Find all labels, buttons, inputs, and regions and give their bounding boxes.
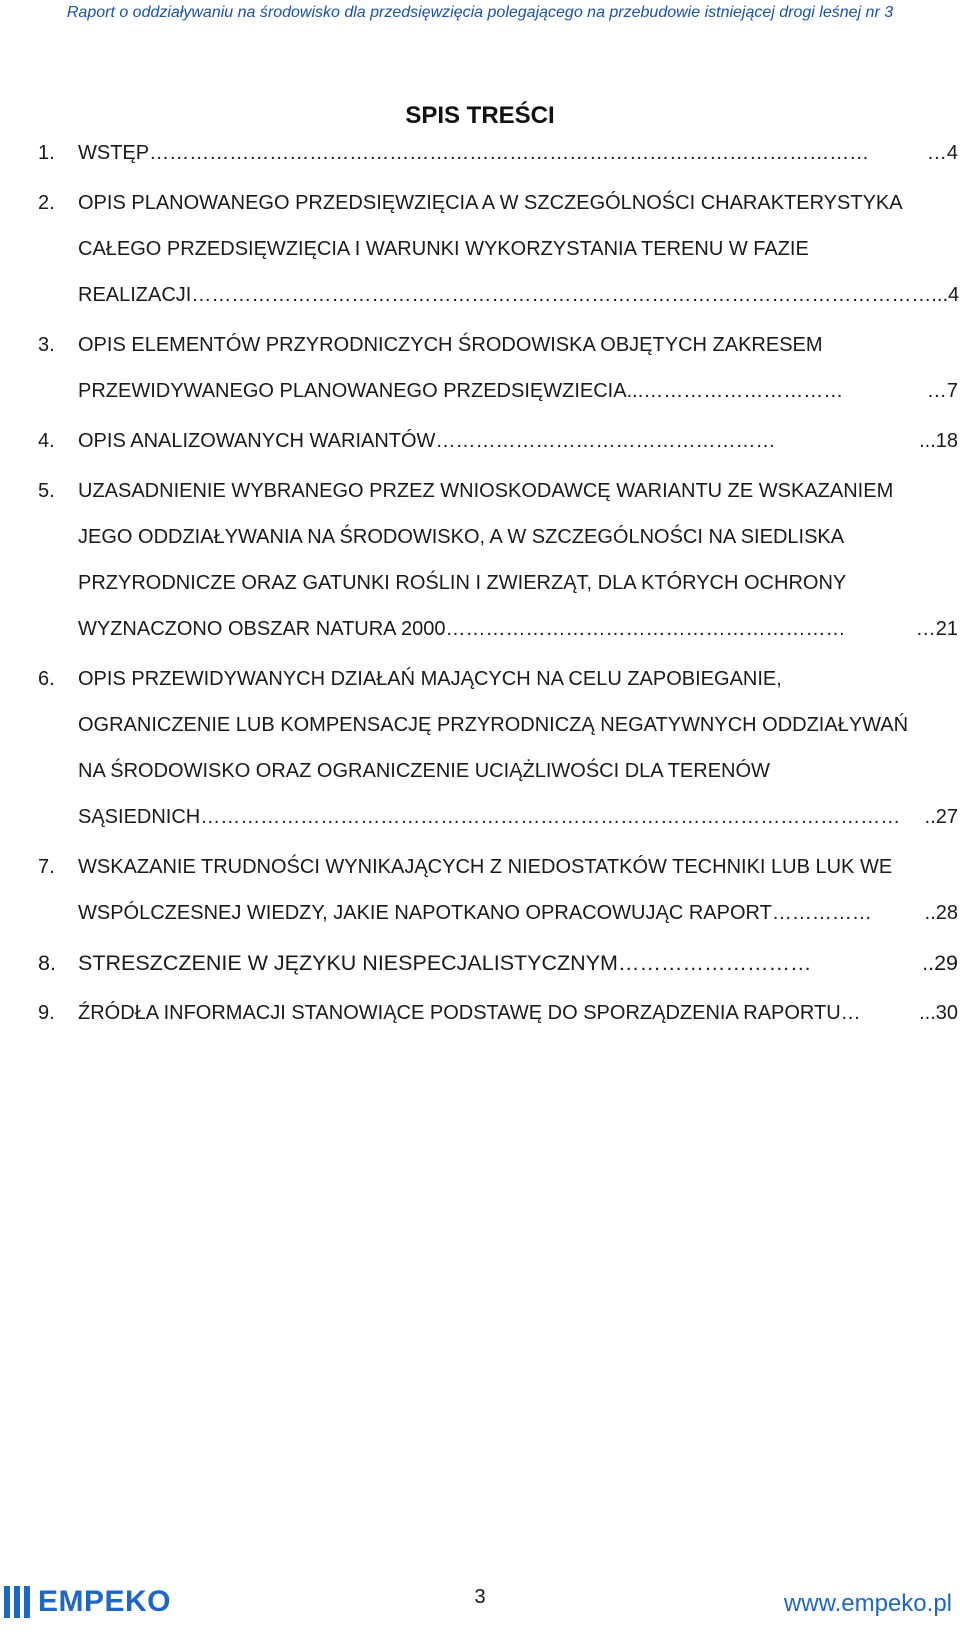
toc-entry-line: PRZYRODNICZE ORAZ GATUNKI ROŚLIN I ZWIERZĄT, DLA KTÓRYCH OCHRONY <box>78 572 847 594</box>
toc-entry-line: CAŁEGO PRZEDSIĘWZIĘCIA I WARUNKI WYKORZYSTANIA TERENU W FAZIE <box>78 238 809 260</box>
toc-entry-title: ŹRÓDŁA INFORMACJI STANOWIĄCE PODSTAWĘ DO SPORZĄDZENIA RAPORTU <box>78 1002 841 1024</box>
toc-entry-line: WSKAZANIE TRUDNOŚCI WYNIKAJĄCYCH Z NIEDOSTATKÓW TECHNIKI LUB LUK WE <box>78 856 893 878</box>
toc-leader-dots: ……………………… <box>617 951 812 975</box>
toc-page-ref: ...4 <box>931 284 960 306</box>
toc-page-ref: ..29 <box>922 951 958 975</box>
toc-entry[interactable] <box>38 468 958 652</box>
toc-entry-title: REALIZACJI <box>78 284 192 306</box>
table-of-contents <box>38 126 958 1036</box>
toc-entry-number: 5. <box>38 480 55 502</box>
toc-entry-title: WSPÓLCZESNEJ WIEDZY, JAKIE NAPOTKANO OPRACOWUJĄC RAPORT <box>78 902 772 924</box>
toc-page-ref: …7 <box>926 380 958 402</box>
toc-leader-dots: …………………………………………………………………………………………… <box>200 806 901 828</box>
toc-entry-title: WSTĘP <box>78 142 150 164</box>
toc-entry-number: 3. <box>38 334 55 356</box>
toc-page-ref: …4 <box>926 142 958 164</box>
toc-page-ref: ...18 <box>919 430 958 452</box>
running-header: Raport o oddziaływaniu na środowisko dla przedsięwzięcia polegającego na przebudowie istniejącej drogi leśnej nr 3 <box>66 4 894 21</box>
toc-entry-number: 6. <box>38 668 55 690</box>
toc-entry[interactable] <box>38 656 958 840</box>
toc-entry[interactable] <box>38 844 958 936</box>
toc-leader-dots: …………… <box>771 902 872 924</box>
toc-entry-line: OGRANICZENIE LUB KOMPENSACJĘ PRZYRODNICZĄ NEGATYWNYCH ODDZIAŁYWAŃ <box>78 714 909 736</box>
toc-entry[interactable] <box>38 418 958 464</box>
toc-leader-dots: …………………………………………………… <box>445 618 846 640</box>
toc-entry-title: PRZEWIDYWANEGO PLANOWANEGO PRZEDSIĘWZIECIA <box>78 380 627 402</box>
toc-entry[interactable] <box>38 322 958 414</box>
toc-entry-title: SĄSIEDNICH <box>78 806 201 828</box>
toc-leader-dots: ...………………………… <box>626 380 844 402</box>
toc-entry-number: 1. <box>38 142 55 164</box>
toc-entry-number: 2. <box>38 192 55 214</box>
toc-entry[interactable] <box>38 990 958 1036</box>
toc-entry-number: 8. <box>38 951 56 975</box>
toc-entry-line: OPIS ELEMENTÓW PRZYRODNICZYCH ŚRODOWISKA OBJĘTYCH ZAKRESEM <box>78 334 823 356</box>
toc-page-ref: ..27 <box>924 806 958 828</box>
toc-entry-number: 7. <box>38 856 55 878</box>
toc-entry-number: 9. <box>38 1002 55 1024</box>
toc-leader-dots: ……………………………………………………………………………………………… <box>149 142 870 164</box>
footer-url-link[interactable]: www.empeko.pl <box>783 1590 952 1617</box>
toc-entry-line: OPIS PLANOWANEGO PRZEDSIĘWZIĘCIA A W SZCZEGÓLNOŚCI CHARAKTERYSTYKA <box>78 192 903 214</box>
toc-entry-line: UZASADNIENIE WYBRANEGO PRZEZ WNIOSKODAWCĘ WARIANTU ZE WSKAZANIEM <box>78 480 894 502</box>
toc-page-ref: ...30 <box>919 1002 958 1024</box>
toc-entry-number: 4. <box>38 430 55 452</box>
page-number: 3 <box>474 1586 486 1608</box>
toc-entry-title: OPIS ANALIZOWANYCH WARIANTÓW <box>78 430 436 452</box>
toc-entry[interactable] <box>38 130 958 176</box>
toc-entry[interactable] <box>38 180 958 318</box>
toc-entry[interactable] <box>38 940 958 986</box>
toc-leader-dots: … <box>840 1002 861 1024</box>
toc-leader-dots: ………………………………………………………………………………………………… <box>191 284 932 306</box>
toc-entry-title: STRESZCZENIE W JĘZYKU NIESPECJALISTYCZNYM <box>78 951 618 975</box>
toc-entry-title: WYZNACZONO OBSZAR NATURA 2000 <box>78 618 446 640</box>
toc-entry-line: NA ŚRODOWISKO ORAZ OGRANICZENIE UCIĄŻLIWOŚCI DLA TERENÓW <box>78 760 770 782</box>
toc-page-ref: ..28 <box>924 902 958 924</box>
toc-entry-line: JEGO ODDZIAŁYWANIA NA ŚRODOWISKO, A W SZCZEGÓLNOŚCI NA SIEDLISKA <box>78 526 845 548</box>
page-title: SPIS TREŚCI <box>405 102 555 129</box>
toc-leader-dots: …………………………………………… <box>435 430 776 452</box>
toc-page-ref: …21 <box>915 618 958 640</box>
toc-entry-line: OPIS PRZEWIDYWANYCH DZIAŁAŃ MAJĄCYCH NA CELU ZAPOBIEGANIE, <box>78 668 782 690</box>
logo-text: EMPEKO <box>38 1585 172 1618</box>
